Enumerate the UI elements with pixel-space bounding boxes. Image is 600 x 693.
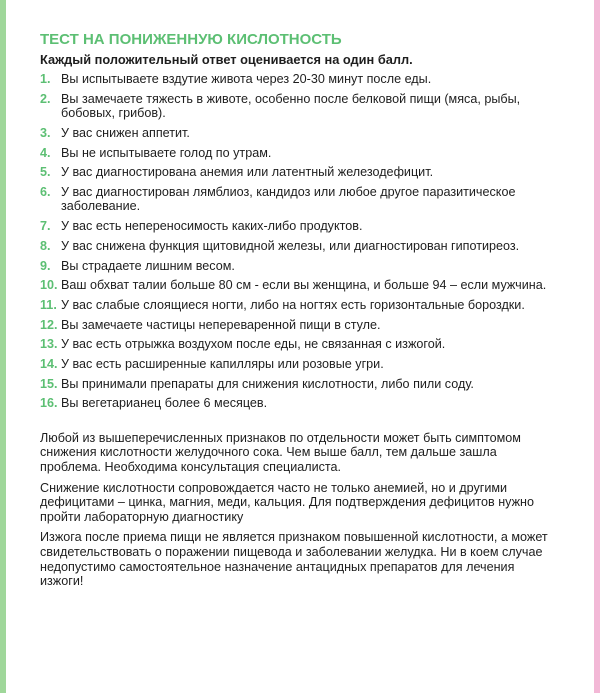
heartburn-warning-paragraph: Изжога после приема пищи не является признаком повышенной кислотности, а может свидетельствовать о поражении пищевода и заболевании желудка. Ни в коем случае недопустимо самостоятельное назначение антацидных препаратов для лечения изжоги! <box>40 530 548 589</box>
item-number: 15. <box>40 376 58 391</box>
list-item <box>40 396 560 411</box>
right-accent-bar <box>594 0 600 693</box>
list-item <box>40 337 560 352</box>
item-text: У вас снижен аппетит. <box>61 125 190 140</box>
item-text: У вас слабые слоящиеся ногти, либо на ногтях есть горизонтальные бороздки. <box>61 297 525 312</box>
item-number: 8. <box>40 238 51 253</box>
item-number: 3. <box>40 125 51 140</box>
item-number: 4. <box>40 145 51 160</box>
item-text: У вас есть отрыжка воздухом после еды, не связанная с изжогой. <box>61 337 446 352</box>
list-item <box>40 357 560 372</box>
item-text: Вы вегетарианец более 6 месяцев. <box>61 396 268 411</box>
item-text: У вас диагностирован лямблиоз, кандидоз или любое другое паразитическое заболевание. <box>61 184 516 214</box>
item-text: Вы испытываете вздутие живота через 20-30 минут после еды. <box>61 72 432 86</box>
list-item <box>40 165 560 180</box>
list-item <box>40 185 560 214</box>
item-text: У вас есть расширенные капилляры или розовые угри. <box>61 356 384 371</box>
list-item <box>40 377 560 392</box>
item-text: Вы не испытываете голод по утрам. <box>61 145 272 160</box>
item-number: 14. <box>40 356 58 371</box>
list-item <box>40 259 560 274</box>
list-item <box>40 239 560 254</box>
symptom-list <box>40 72 560 411</box>
list-item <box>40 298 560 313</box>
item-text: Вы замечаете тяжесть в животе, особенно после белковой пищи (мяса, рыбы, бобовых, грибов). <box>61 91 521 121</box>
item-number: 5. <box>40 165 51 180</box>
item-number: 1. <box>40 72 51 86</box>
item-number: 12. <box>40 317 58 332</box>
list-item <box>40 278 560 293</box>
item-number: 13. <box>40 337 58 352</box>
list-item <box>40 72 560 87</box>
article <box>40 30 560 595</box>
list-item <box>40 219 560 234</box>
item-text: Вы принимали препараты для снижения кислотности, либо пили соду. <box>61 376 474 391</box>
item-number: 10. <box>40 278 58 293</box>
list-item <box>40 126 560 141</box>
item-text: Ваш обхват талии больше 80 см - если вы женщина, и больше 94 – если мужчина. <box>61 278 547 293</box>
deficiency-paragraph: Снижение кислотности сопровождается часто не только анемией, но и другими дефицитами – цинка, магния, меди, кальция. Для подтверждения дефицитов нужно пройти лабораторную диагностику <box>40 480 535 524</box>
item-number: 16. <box>40 396 58 411</box>
item-number: 2. <box>40 91 51 106</box>
conclusion-paragraph: Любой из вышеперечисленных признаков по отдельности может быть симптомом снижения кислотности желудочного сока. Чем выше балл, тем дальше зашла проблема. Необходима консультация специалиста. <box>40 430 521 474</box>
list-item <box>40 318 560 333</box>
list-item <box>40 146 560 161</box>
item-text: У вас диагностирована анемия или латентный железодефицит. <box>61 165 434 180</box>
item-text: У вас снижена функция щитовидной железы, или диагностирован гипотиреоз. <box>61 238 520 253</box>
item-text: Вы страдаете лишним весом. <box>61 258 235 273</box>
list-item <box>40 92 560 121</box>
page-title: ТЕСТ НА ПОНИЖЕННУЮ КИСЛОТНОСТЬ <box>40 31 342 48</box>
item-number: 6. <box>40 184 51 199</box>
item-text: Вы замечаете частицы непереваренной пищи в стуле. <box>61 317 381 332</box>
left-accent-bar <box>0 0 6 693</box>
item-number: 11. <box>40 297 57 312</box>
item-number: 7. <box>40 219 51 234</box>
subtitle: Каждый положительный ответ оценивается на один балл. <box>40 52 413 67</box>
item-number: 9. <box>40 258 51 273</box>
item-text: У вас есть непереносимость каких-либо продуктов. <box>61 219 363 234</box>
